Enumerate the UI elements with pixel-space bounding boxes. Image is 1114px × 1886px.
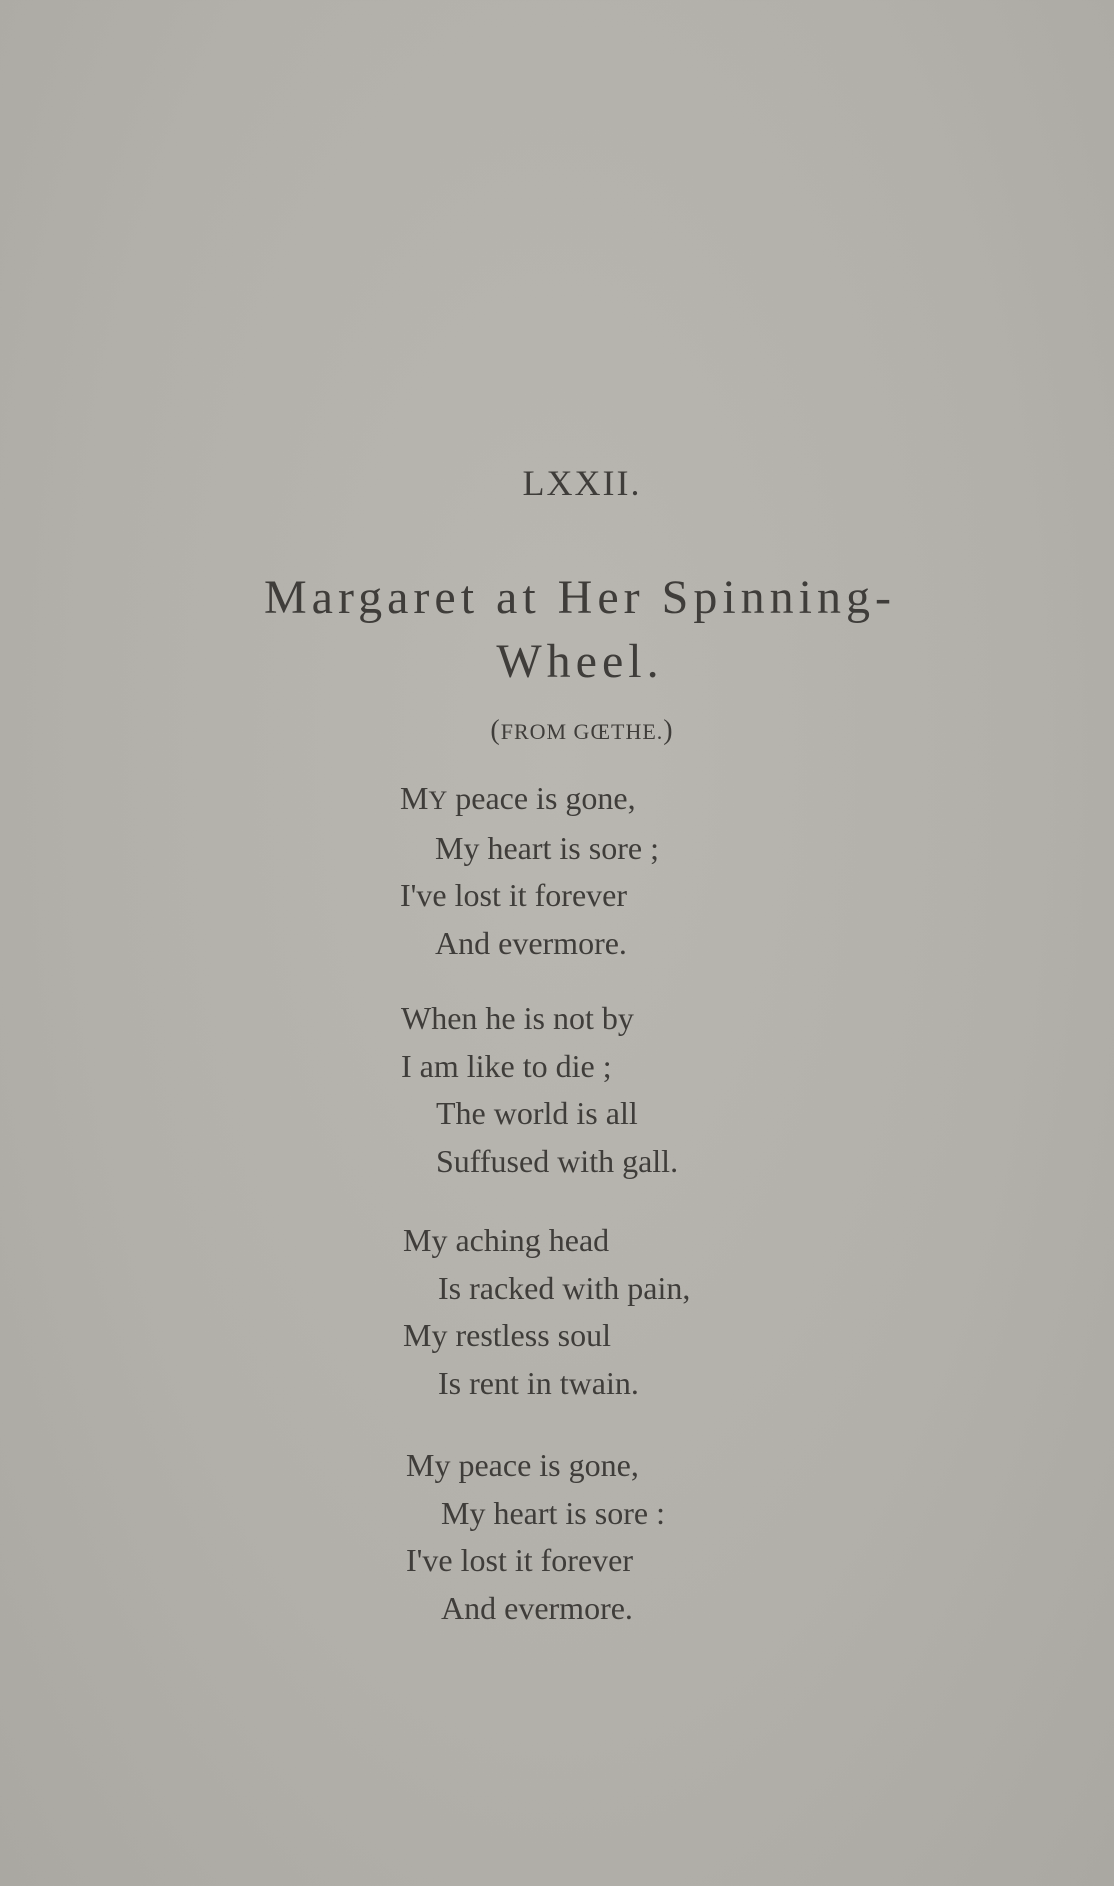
- verse-line: I've lost it forever: [406, 1542, 634, 1578]
- verse-line: [400, 775, 659, 825]
- verse-line: My aching head: [403, 1222, 610, 1258]
- source-open-paren: (: [490, 715, 501, 746]
- verse-line: My heart is sore ;: [435, 829, 659, 866]
- stanza-3: [403, 1217, 690, 1407]
- verse-line: Is rent in twain.: [438, 1364, 639, 1401]
- poem-title-line-2: Wheel.: [496, 635, 664, 688]
- verse-line: I am like to die ;: [401, 1047, 612, 1084]
- stanza-2: [401, 995, 678, 1185]
- verse-line: Is racked with pain,: [438, 1269, 691, 1306]
- poem-source: [0, 715, 1114, 747]
- verse-line: And evermore.: [435, 924, 627, 961]
- verse-line: When he is not by: [401, 1000, 634, 1036]
- verse-line: Suffused with gall.: [436, 1142, 679, 1179]
- drop-initial: M: [400, 780, 429, 816]
- verse-line: My peace is gone,: [406, 1447, 639, 1483]
- poem-title: [200, 566, 960, 694]
- stanza-4: [406, 1442, 665, 1632]
- verse-line: The world is all: [436, 1095, 638, 1131]
- verse-line-rest: peace is gone,: [447, 780, 636, 816]
- verse-line: My restless soul: [403, 1317, 611, 1353]
- source-close-paren: ): [663, 715, 674, 746]
- poem-title-line-1: Margaret at Her Spinning-: [264, 571, 896, 624]
- small-caps-letter: Y: [428, 786, 448, 815]
- poem-number: LXXII.: [522, 463, 642, 503]
- verse-line: And evermore.: [441, 1589, 633, 1626]
- verse-line: I've lost it forever: [400, 877, 628, 913]
- source-attribution: FROM GŒTHE.: [500, 719, 664, 744]
- stanza-1: [400, 775, 659, 967]
- verse-line: My heart is sore :: [441, 1494, 665, 1531]
